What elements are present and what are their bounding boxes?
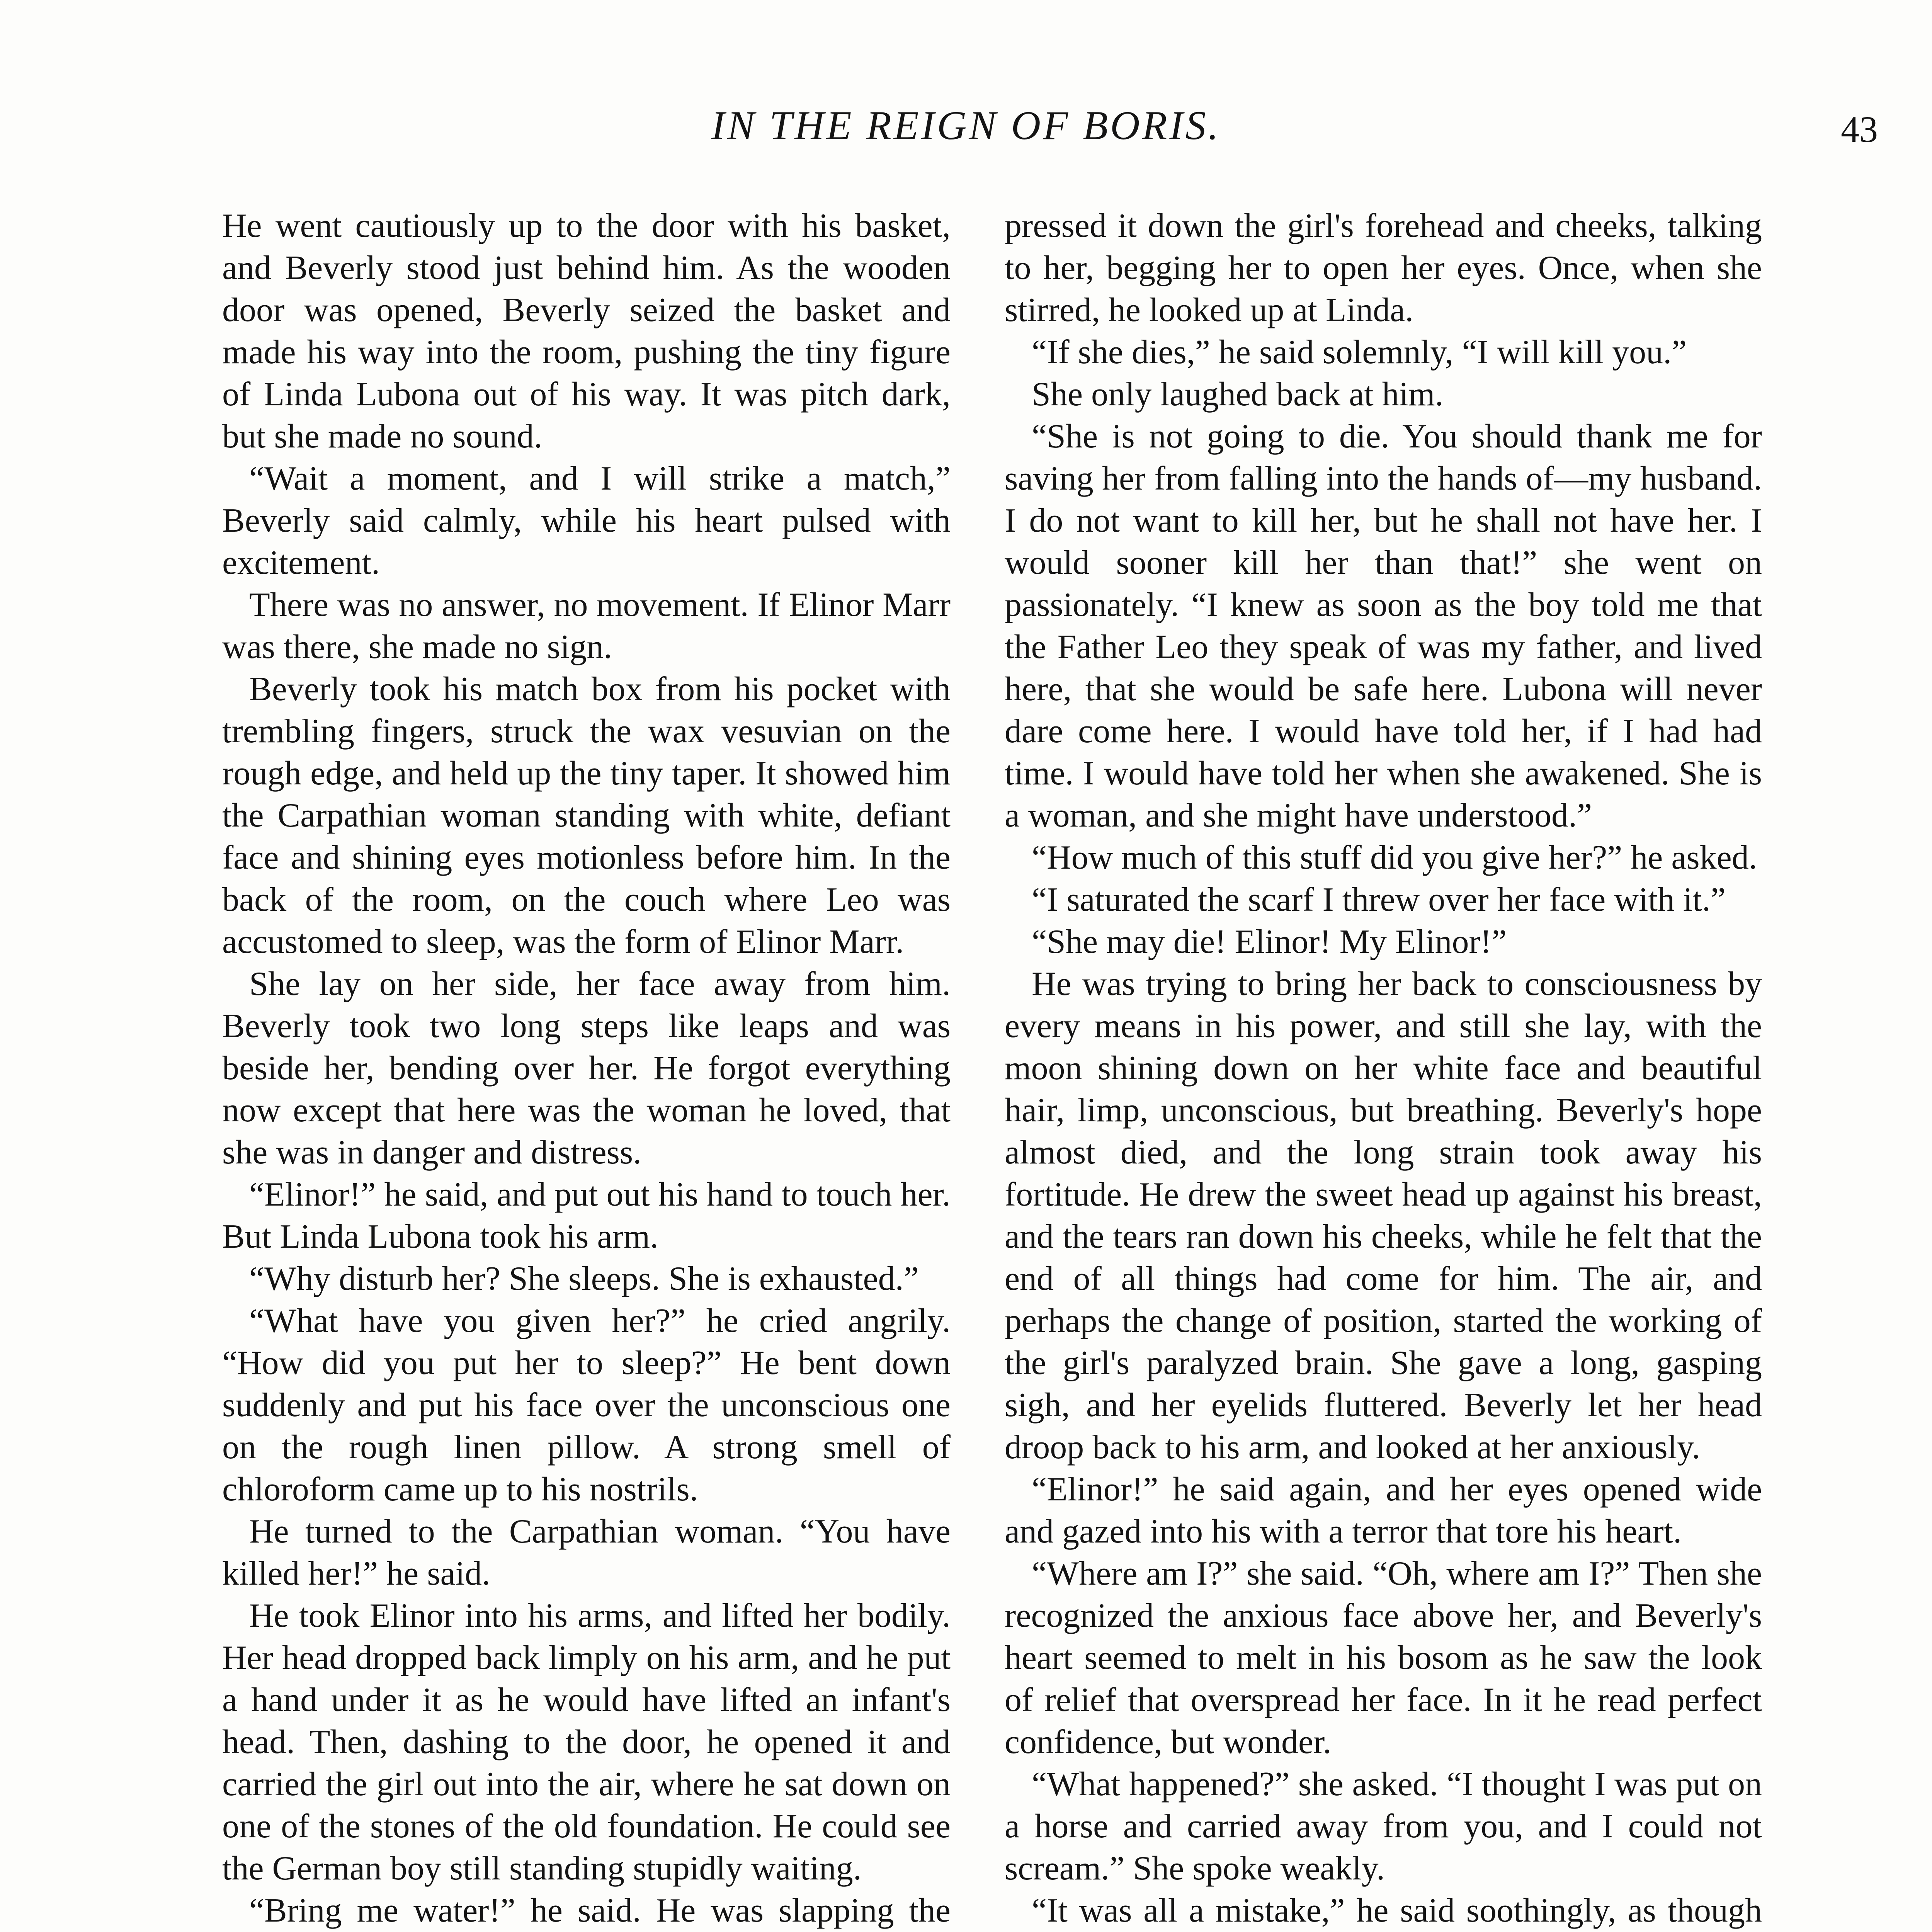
left-column (222, 205, 951, 1932)
running-head (0, 97, 1932, 155)
paragraph: He took Elinor into his arms, and lifted her bodily. Her head dropped back limply on his arm, and he put a hand under it as he would have lifted an infant's head. Then, dashing to the door, he opened it and carried the girl out into the air, where he sat down on one of the stones of the old foundation. He could see the German boy still standing stupidly waiting. (222, 1597, 951, 1887)
paragraph: He was trying to bring her back to consciousness by every means in his power, and still she lay, with the moon shining down on her white face and beautiful hair, limp, unconscious, but breathing. Beverly's hope almost died, and the long strain took away his fortitude. He drew the sweet head up against his breast, and the tears ran down his cheeks, while he felt that the end of all things had come for him. The air, and perhaps the change of position, started the working of the girl's paralyzed brain. She gave a long, gasping sigh, and her eyelids fluttered. Beverly let her head droop back to his arm, and looked at her anxiously. (1005, 965, 1762, 1466)
right-column (1005, 205, 1762, 1932)
paragraph: “If she dies,” he said solemnly, “I will kill you.” (1032, 333, 1687, 371)
paragraph: She lay on her side, her face away from him. Beverly took two long steps like leaps and was beside her, bending over her. He forgot everything now except that here was the woman he loved, that she was in danger and distress. (222, 965, 951, 1171)
paragraph: “I saturated the scarf I threw over her face with it.” (1032, 881, 1726, 918)
paragraph: He turned to the Carpathian woman. “You have killed her!” he said. (222, 1513, 951, 1592)
paragraph: “It was all a mistake,” he said soothingly, as though (1032, 1892, 1762, 1929)
paragraph: “She may die! Elinor! My Elinor!” (1032, 923, 1507, 961)
paragraph: “Bring me water!” he said. He was slapping the (249, 1892, 951, 1929)
paragraph: She only laughed back at him. (1032, 376, 1444, 413)
paragraph: “What happened?” she asked. “I thought I was put on a horse and carried away from you, and I could not scream.” She spoke weakly. (1005, 1765, 1762, 1887)
paragraph: “What have you given her?” he cried angrily. “How did you put her to sleep?” He bent down suddenly and put his face over the unconscious one on the rough linen pillow. A strong smell of chloroform came up to his nostrils. (222, 1302, 951, 1508)
paragraph: “How much of this stuff did you give her?” he asked. (1032, 839, 1757, 876)
paragraph: “She is not going to die. You should thank me for saving her from falling into the hands of—my husband. I do not want to kill her, but he shall not have her. I would sooner kill her than that!” she went on passionately. “I knew as soon as the boy told me that the Father Leo they speak of was my father, and lived here, that she would be safe here. Lubona will never dare come here. I would have told her, if I had had time. I would have told her when she awakened. She is a woman, and she might have understood.” (1005, 418, 1762, 834)
paragraph: “Elinor!” he said, and put out his hand to touch her. But Linda Lubona took his arm. (222, 1176, 951, 1255)
paragraph: “Elinor!” he said again, and her eyes opened wide and gazed into his with a terror that tore his heart. (1005, 1471, 1762, 1550)
paragraph: “Where am I?” she said. “Oh, where am I?” Then she recognized the anxious face above her, and Beverly's heart seemed to melt in his bosom as he saw the look of relief that overspread her face. In it he read perfect confidence, but wonder. (1005, 1555, 1762, 1761)
paragraph: pressed it down the girl's forehead and cheeks, talking to her, begging her to open her eyes. Once, when she stirred, he looked up at Linda. (1005, 207, 1762, 329)
paragraph: There was no answer, no movement. If Elinor Marr was there, she made no sign. (222, 586, 951, 666)
running-title: IN THE REIGN OF BORIS. (711, 103, 1221, 148)
paragraph: Beverly took his match box from his pocket with trembling fingers, struck the wax vesuvian on the rough edge, and held up the tiny taper. It showed him the Carpathian woman standing with white, defiant face and shining eyes motionless before him. In the back of the room, on the couch where Leo was accustomed to sleep, was the form of Elinor Marr. (222, 670, 951, 961)
page-number: 43 (1841, 109, 1878, 150)
paragraph: He went cautiously up to the door with his basket, and Beverly stood just behind him. As the wooden door was opened, Beverly seized the basket and made his way into the room, pushing the tiny figure of Linda Lubona out of his way. It was pitch dark, but she made no sound. (222, 207, 951, 455)
paragraph: “Why disturb her? She sleeps. She is exhausted.” (249, 1260, 919, 1298)
paragraph: “Wait a moment, and I will strike a match,” Beverly said calmly, while his heart pulsed with excitement. (222, 460, 951, 582)
